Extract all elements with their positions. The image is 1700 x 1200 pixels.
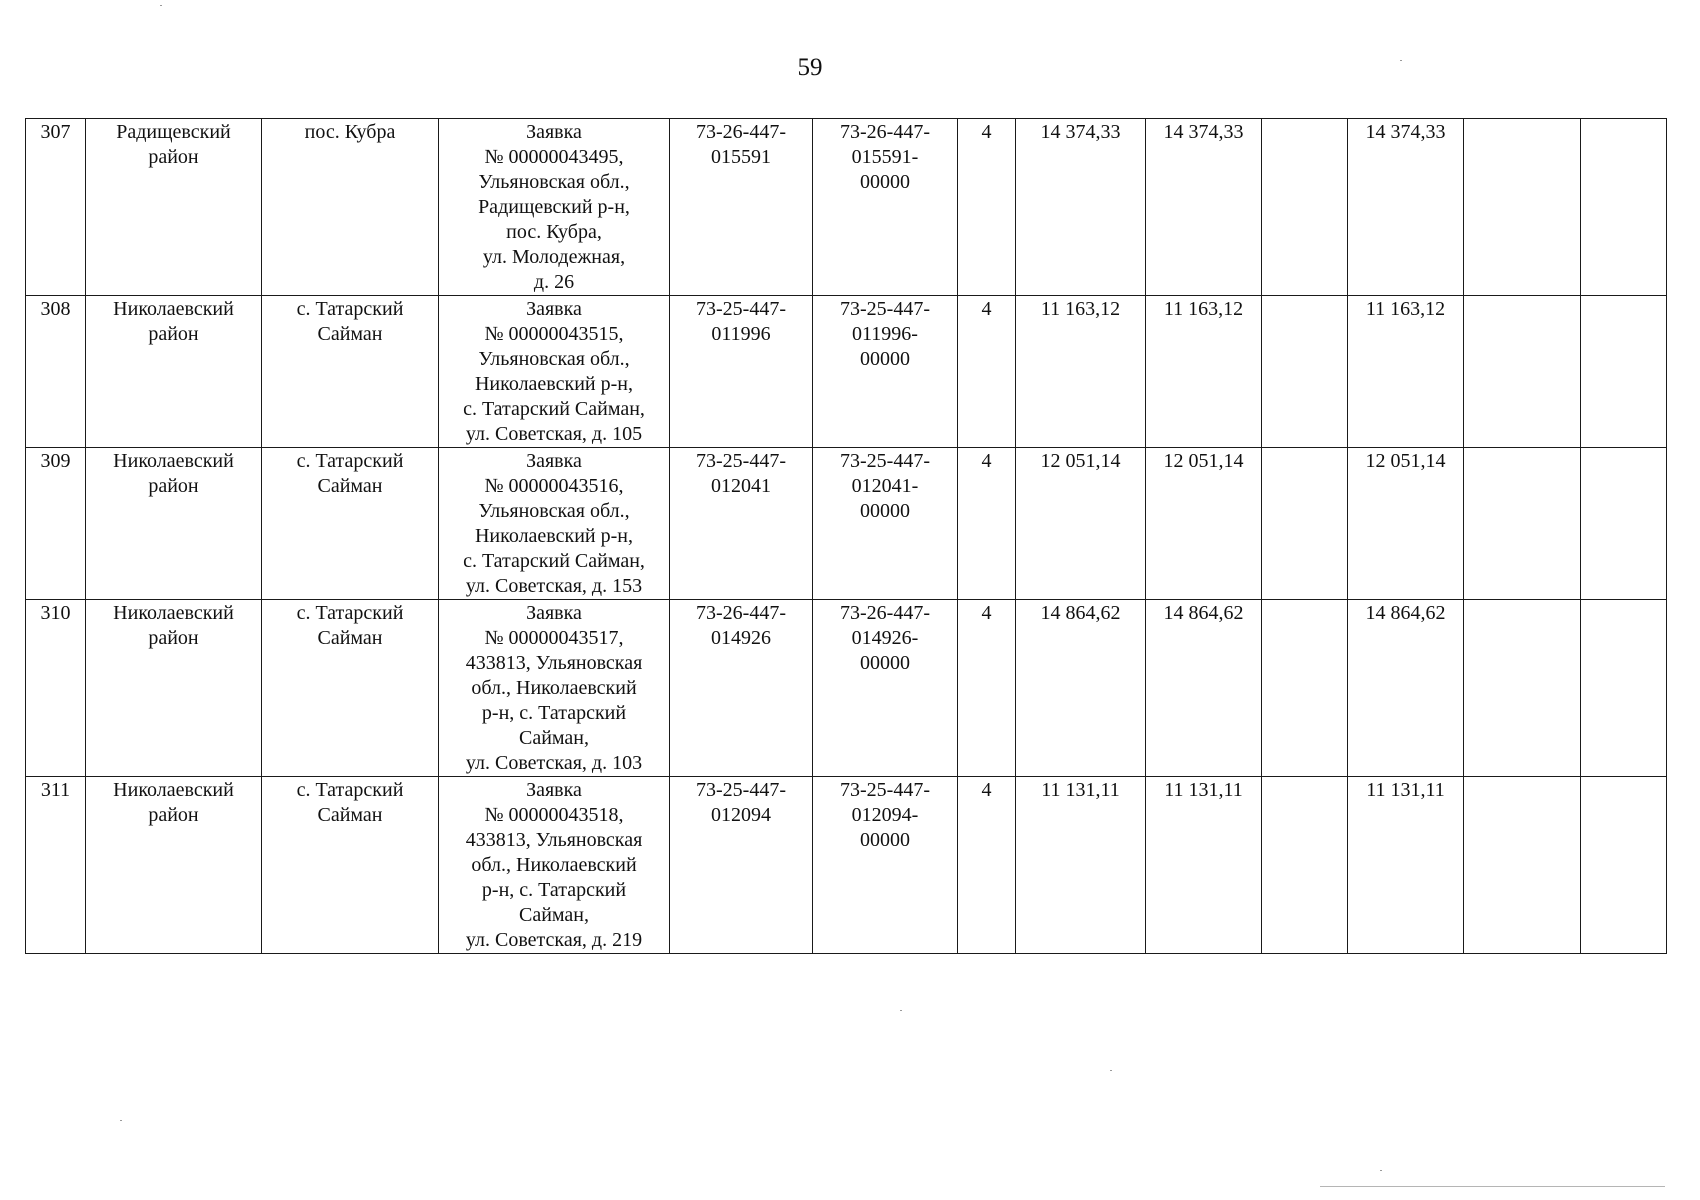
- code-cell: 73-25-447- 011996: [670, 296, 813, 448]
- table-row: [26, 448, 1667, 600]
- empty-amount-cell: [1262, 448, 1348, 600]
- row-number-cell: 311: [26, 777, 86, 954]
- empty-cell: [1464, 119, 1581, 296]
- scan-speck: [900, 1010, 902, 1011]
- table-row: [26, 600, 1667, 777]
- empty-cell: [1464, 448, 1581, 600]
- application-cell: Заявка № 00000043515, Ульяновская обл., Николаевский р-н, с. Татарский Сайман, ул. Советская, д. 105: [439, 296, 670, 448]
- row-number-cell: 310: [26, 600, 86, 777]
- district-cell: Николаевский район: [86, 296, 262, 448]
- amount-cell: 12 051,14: [1348, 448, 1464, 600]
- table-row: [26, 296, 1667, 448]
- application-cell: Заявка № 00000043518, 433813, Ульяновская обл., Николаевский р-н, с. Татарский Сайман, ул. Советская, д. 219: [439, 777, 670, 954]
- empty-amount-cell: [1262, 296, 1348, 448]
- row-number-cell: 309: [26, 448, 86, 600]
- empty-cell: [1581, 600, 1667, 777]
- code-cell: 73-26-447- 014926: [670, 600, 813, 777]
- amount-cell: 11 131,11: [1016, 777, 1146, 954]
- amount-cell: 14 374,33: [1348, 119, 1464, 296]
- full-code-cell: 73-25-447- 011996- 00000: [813, 296, 958, 448]
- empty-amount-cell: [1262, 777, 1348, 954]
- scan-speck: [160, 5, 162, 6]
- amount-cell: 14 864,62: [1146, 600, 1262, 777]
- scan-speck: [1400, 60, 1402, 61]
- full-code-cell: 73-25-447- 012041- 00000: [813, 448, 958, 600]
- register-table: [25, 118, 1667, 954]
- amount-cell: 14 374,33: [1146, 119, 1262, 296]
- settlement-cell: с. Татарский Сайман: [262, 600, 439, 777]
- full-code-cell: 73-26-447- 015591- 00000: [813, 119, 958, 296]
- application-cell: Заявка № 00000043517, 433813, Ульяновская обл., Николаевский р-н, с. Татарский Сайман, ул. Советская, д. 103: [439, 600, 670, 777]
- code-cell: 73-26-447- 015591: [670, 119, 813, 296]
- amount-cell: 11 163,12: [1016, 296, 1146, 448]
- quantity-cell: 4: [958, 448, 1016, 600]
- amount-cell: 12 051,14: [1016, 448, 1146, 600]
- amount-cell: 11 131,11: [1348, 777, 1464, 954]
- code-cell: 73-25-447- 012041: [670, 448, 813, 600]
- amount-cell: 14 374,33: [1016, 119, 1146, 296]
- amount-cell: 11 131,11: [1146, 777, 1262, 954]
- amount-cell: 14 864,62: [1016, 600, 1146, 777]
- empty-cell: [1581, 448, 1667, 600]
- empty-cell: [1581, 296, 1667, 448]
- district-cell: Радищевский район: [86, 119, 262, 296]
- empty-cell: [1581, 119, 1667, 296]
- page-number: 59: [797, 54, 823, 81]
- scan-speck: [1380, 1170, 1382, 1171]
- quantity-cell: 4: [958, 119, 1016, 296]
- empty-cell: [1581, 777, 1667, 954]
- amount-cell: 11 163,12: [1348, 296, 1464, 448]
- quantity-cell: 4: [958, 296, 1016, 448]
- empty-cell: [1464, 296, 1581, 448]
- row-number-cell: 307: [26, 119, 86, 296]
- table-row: [26, 777, 1667, 954]
- scan-speck: [120, 1120, 122, 1121]
- empty-cell: [1464, 600, 1581, 777]
- row-number-cell: 308: [26, 296, 86, 448]
- full-code-cell: 73-26-447- 014926- 00000: [813, 600, 958, 777]
- settlement-cell: с. Татарский Сайман: [262, 448, 439, 600]
- settlement-cell: пос. Кубра: [262, 119, 439, 296]
- full-code-cell: 73-25-447- 012094- 00000: [813, 777, 958, 954]
- quantity-cell: 4: [958, 600, 1016, 777]
- amount-cell: 14 864,62: [1348, 600, 1464, 777]
- district-cell: Николаевский район: [86, 777, 262, 954]
- amount-cell: 12 051,14: [1146, 448, 1262, 600]
- scan-speck: [1110, 1070, 1112, 1071]
- amount-cell: 11 163,12: [1146, 296, 1262, 448]
- empty-cell: [1464, 777, 1581, 954]
- settlement-cell: с. Татарский Сайман: [262, 777, 439, 954]
- district-cell: Николаевский район: [86, 448, 262, 600]
- quantity-cell: 4: [958, 777, 1016, 954]
- district-cell: Николаевский район: [86, 600, 262, 777]
- settlement-cell: с. Татарский Сайман: [262, 296, 439, 448]
- application-cell: Заявка № 00000043516, Ульяновская обл., Николаевский р-н, с. Татарский Сайман, ул. Советская, д. 153: [439, 448, 670, 600]
- code-cell: 73-25-447- 012094: [670, 777, 813, 954]
- scan-bottom-rule: [1320, 1186, 1665, 1187]
- empty-amount-cell: [1262, 119, 1348, 296]
- table-row: [26, 119, 1667, 296]
- application-cell: Заявка № 00000043495, Ульяновская обл., Радищевский р-н, пос. Кубра, ул. Молодежная, д. 26: [439, 119, 670, 296]
- empty-amount-cell: [1262, 600, 1348, 777]
